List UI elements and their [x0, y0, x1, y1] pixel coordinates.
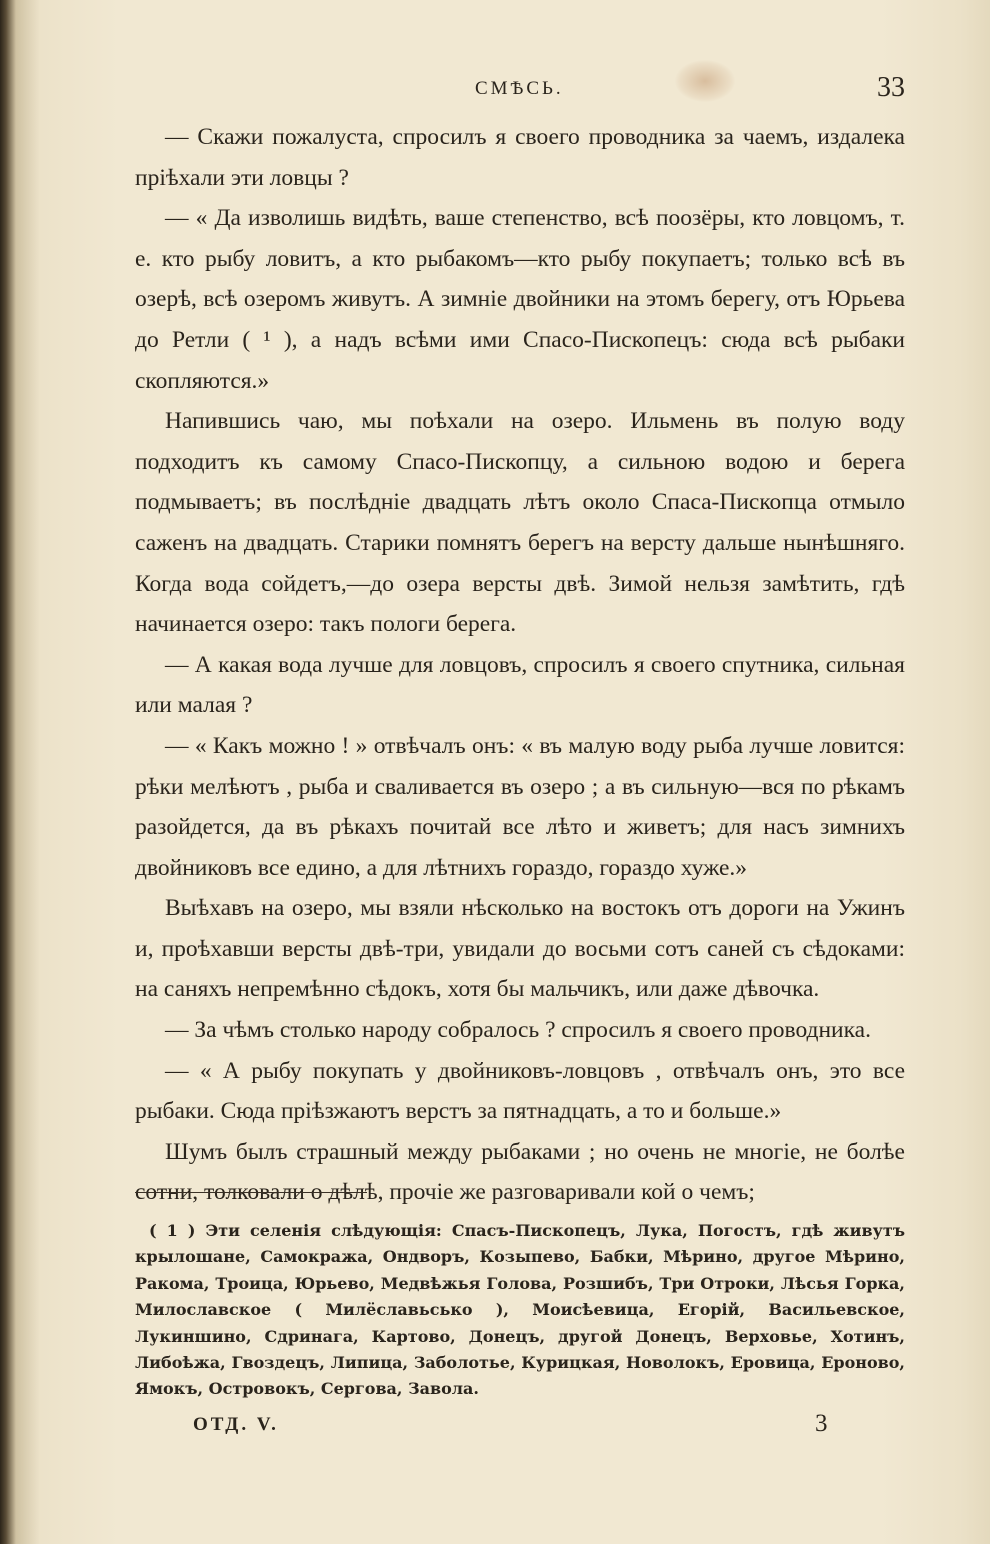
- paragraph: Шумъ былъ страшный между рыбаками ; но очень не многіе, не болѣе сотни, толковали о дѣлѣ, прочіе же разговаривали кой о чемъ;: [135, 1138, 905, 1206]
- paragraph: — « Да изволишь видѣть, ваше степенство, всѣ поозёры, кто ловцомъ, т. е. кто рыбу ловитъ, а кто рыбакомъ—кто рыбу покупаетъ; только всѣ въ озерѣ, всѣ озеромъ живутъ. А зимніе двойники на этомъ берегу, отъ Юрьева до Ретли ( ¹ ), а надъ всѣми ими Спасо-Пископецъ: сюда всѣ рыбаки скопляются.»: [135, 205, 905, 394]
- running-head: СМѢСЬ.: [475, 78, 564, 99]
- footnotes: [135, 1218, 905, 1403]
- section-mark: ОТД. V.: [193, 1414, 279, 1435]
- main-text: [135, 117, 905, 1213]
- ink-stain: [675, 60, 735, 102]
- paragraph: Напившись чаю, мы поѣхали на озеро. Ильмень въ полую воду подходитъ къ самому Спасо-Пископцу, а сильною водою и берега подмываетъ; въ послѣдніе двадцать лѣтъ около Спаса-Пископца отмыло саженъ на двадцать. Старики помнятъ берегъ на версту дальше нынѣшняго. Когда вода сойдетъ,—до озера версты двѣ. Зимой нельзя замѣтить, гдѣ начинается озеро: такъ пологи берега.: [135, 408, 905, 638]
- footnote-divider: [135, 1192, 367, 1193]
- footnote: ( 1 ) Эти селенія слѣдующія: Спасъ-Пископецъ, Лука, Погостъ, гдѣ живутъ крылошане, Самокража, Ондворъ, Козыпево, Бабки, Мѣрино, другое Мѣрино, Ракома, Троица, Юрьево, Медвѣжья Голова, Розшибъ, Три Отроки, Лѣсья Горка, Милославское ( Милёславьсько ), Моисѣевица, Егорій, Васильевское, Лукиншино, Сдринага, Картово, Донецъ, другой Донецъ, Верховье, Хотинъ, Либоѣжа, Гвоздецъ, Липица, Заболотье, Курицкая, Новолокъ, Еровица, Ероново, Ямокъ, Островокъ, Сергова, Завола.: [135, 1221, 905, 1399]
- paragraph: — Скажи пожалуста, спросилъ я своего проводника за чаемъ, издалека пріѣхали эти ловцы ?: [135, 124, 905, 191]
- paragraph: — « А рыбу покупать у двойниковъ-ловцовъ , отвѣчалъ онъ, это все рыбаки. Сюда пріѣзжаютъ верстъ за пятнадцать, а то и больше.»: [135, 1057, 905, 1125]
- paragraph: — А какая вода лучше для ловцовъ, спросилъ я своего спутника, сильная или малая ?: [135, 651, 905, 719]
- signature-mark: 3: [815, 1410, 828, 1437]
- page-header: [135, 72, 905, 110]
- paragraph: — « Какъ можно ! » отвѣчалъ онъ: « въ малую воду рыба лучше ловится: рѣки мелѣютъ , рыба и сваливается въ озеро ; а въ сильную—вся по рѣкамъ разойдется, да въ рѣкахъ почитай все лѣто и живетъ; для насъ зимнихъ двойниковъ все едино, а для лѣтнихъ гораздо, гораздо хуже.»: [135, 732, 905, 881]
- paragraph: Выѣхавъ на озеро, мы взяли нѣсколько на востокъ отъ дороги на Ужинъ и, проѣхавши версты двѣ-три, увидали до восьми сотъ саней съ сѣдоками: на саняхъ непремѣнно сѣдокъ, хотя бы мальчикъ, или даже дѣвочка.: [135, 895, 905, 1003]
- page-footer: [135, 1410, 905, 1450]
- page-number: 33: [877, 72, 905, 103]
- paragraph: — За чѣмъ столько народу собралось ? спросилъ я своего проводника.: [165, 1017, 871, 1044]
